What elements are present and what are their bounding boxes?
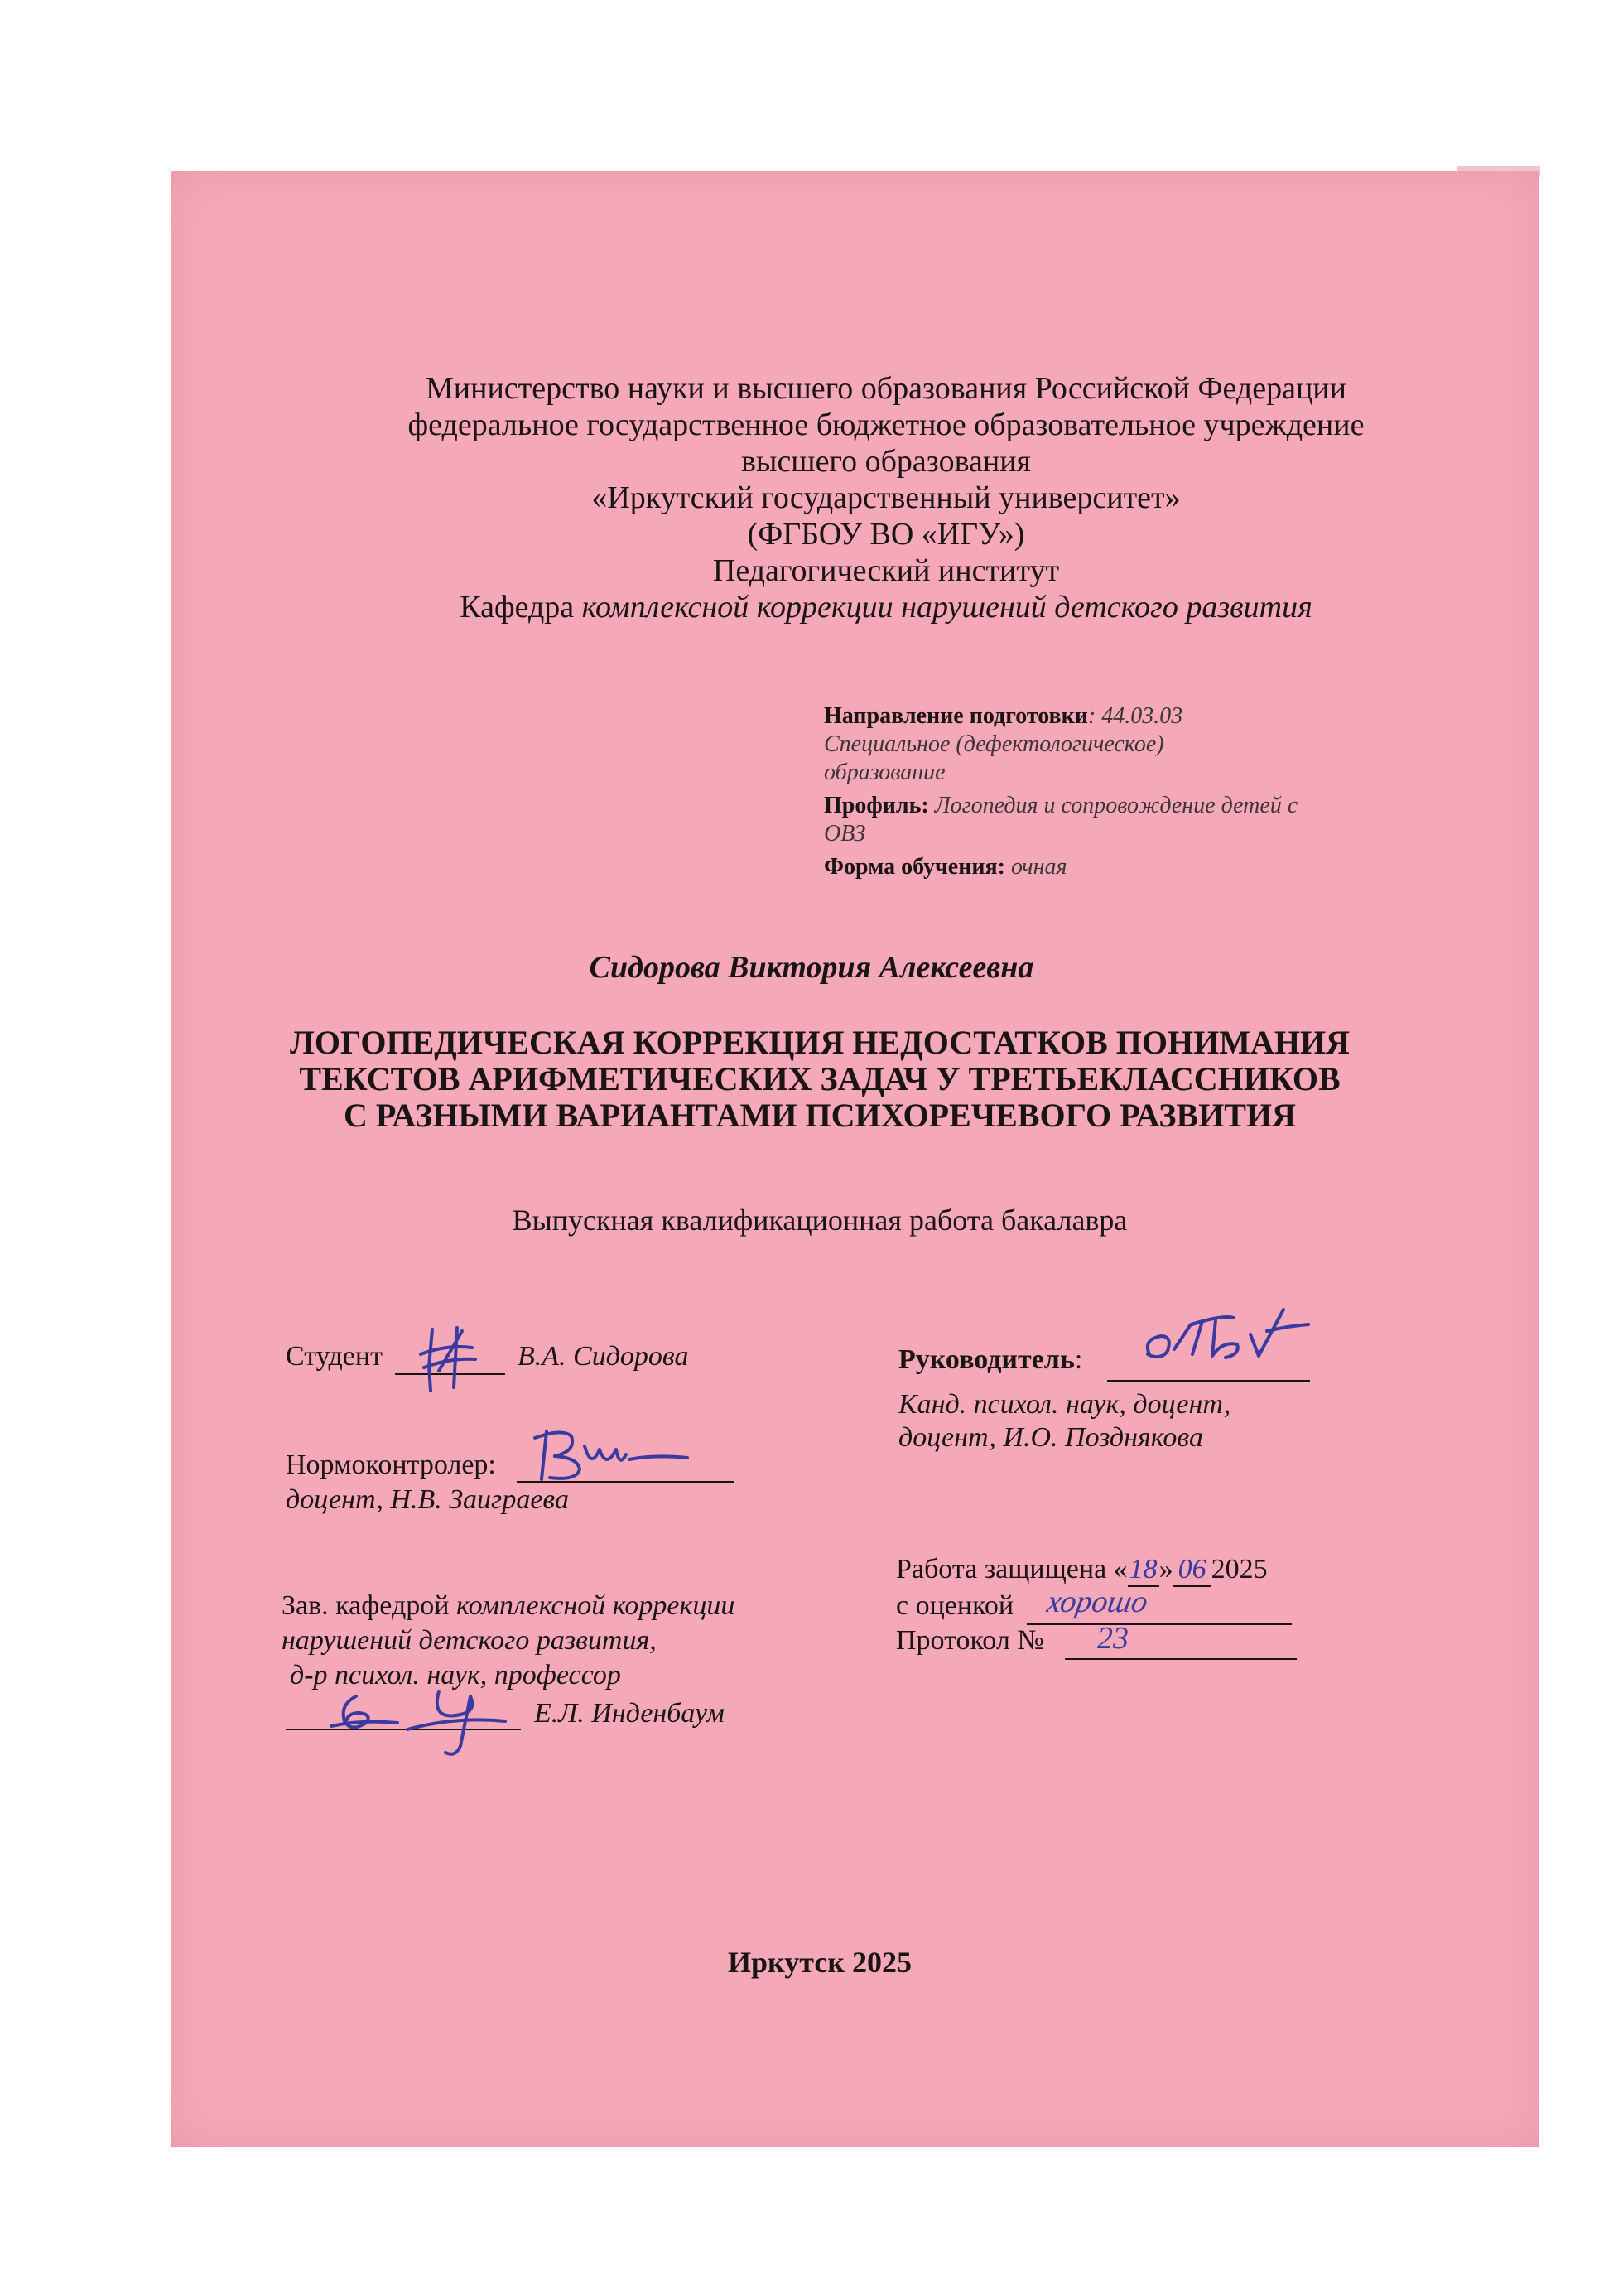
thesis-title-line-1: ЛОГОПЕДИЧЕСКАЯ КОРРЕКЦИЯ НЕДОСТАТКОВ ПОНИМАНИЯ	[290, 1024, 1350, 1061]
defense-date: Работа защищена «18» 06 2025	[896, 1554, 1268, 1587]
header-institution-type: федеральное государственное бюджетное образовательное учреждение	[407, 408, 1365, 442]
student-name: В.А. Сидорова	[518, 1341, 689, 1372]
head-title: Зав. кафедрой комплексной коррекции	[282, 1590, 735, 1621]
profile-cont: ОВЗ	[824, 821, 866, 847]
protocol-label: Протокол №	[896, 1625, 1044, 1656]
student-label: Студент	[286, 1341, 383, 1372]
supervisor-degree: Канд. психол. наук, доцент,	[898, 1389, 1231, 1420]
thesis-title	[282, 1025, 1358, 1134]
normcontrol-label: Нормоконтролер:	[286, 1449, 496, 1480]
grade-label: с оценкой	[896, 1590, 1014, 1621]
training-direction-cont2: образование	[824, 760, 946, 785]
thesis-title-line-2: ТЕКСТОВ АРИФМЕТИЧЕСКИХ ЗАДАЧ У ТРЕТЬЕКЛАССНИКОВ	[299, 1060, 1341, 1097]
head-department: нарушений детского развития,	[282, 1625, 657, 1656]
training-direction-cont: Специальное (дефектологическое)	[824, 731, 1164, 757]
supervisor-signature	[1143, 1306, 1317, 1381]
study-form: Форма обучения: очная	[824, 854, 1067, 880]
header-university: «Иркутский государственный университет»	[591, 480, 1181, 515]
supervisor-label: Руководитель:	[898, 1344, 1083, 1375]
head-name: Е.Л. Инденбаум	[534, 1698, 725, 1729]
head-signature	[315, 1671, 530, 1763]
header-higher-education: высшего образования	[740, 444, 1032, 479]
author-name: Сидорова Виктория Алексеевна	[589, 950, 1034, 985]
grade-line	[1027, 1623, 1292, 1625]
header-ministry: Министерство науки и высшего образования Российской Федерации	[426, 371, 1346, 406]
supervisor-position: доцент, И.О. Позднякова	[898, 1422, 1203, 1453]
header-department: Кафедра комплексной коррекции нарушений детского развития	[460, 590, 1312, 625]
city-year: Иркутск 2025	[727, 1946, 913, 1979]
thesis-title-line-3: С РАЗНЫМИ ВАРИАНТАМИ ПСИХОРЕЧЕВОГО РАЗВИТИЯ	[344, 1097, 1296, 1134]
grade-value: хорошо	[1044, 1585, 1151, 1619]
institution-header	[348, 370, 1424, 625]
work-type: Выпускная квалификационная работа бакалавра	[512, 1203, 1128, 1237]
profile: Профиль: Логопедия и сопровождение детей с	[824, 793, 1298, 818]
head-degree: д-р психол. наук, профессор	[290, 1660, 621, 1691]
header-abbreviation: (ФГБОУ ВО «ИГУ»)	[747, 517, 1025, 552]
normcontrol-position: доцент, Н.В. Заиграева	[286, 1484, 569, 1515]
protocol-line	[1065, 1658, 1297, 1660]
training-direction: Направление подготовки: 44.03.03	[824, 703, 1183, 729]
normcontrol-signature	[530, 1421, 696, 1488]
protocol-number: 23	[1097, 1621, 1129, 1656]
student-signature	[414, 1321, 489, 1396]
header-institute: Педагогический институт	[712, 553, 1060, 588]
